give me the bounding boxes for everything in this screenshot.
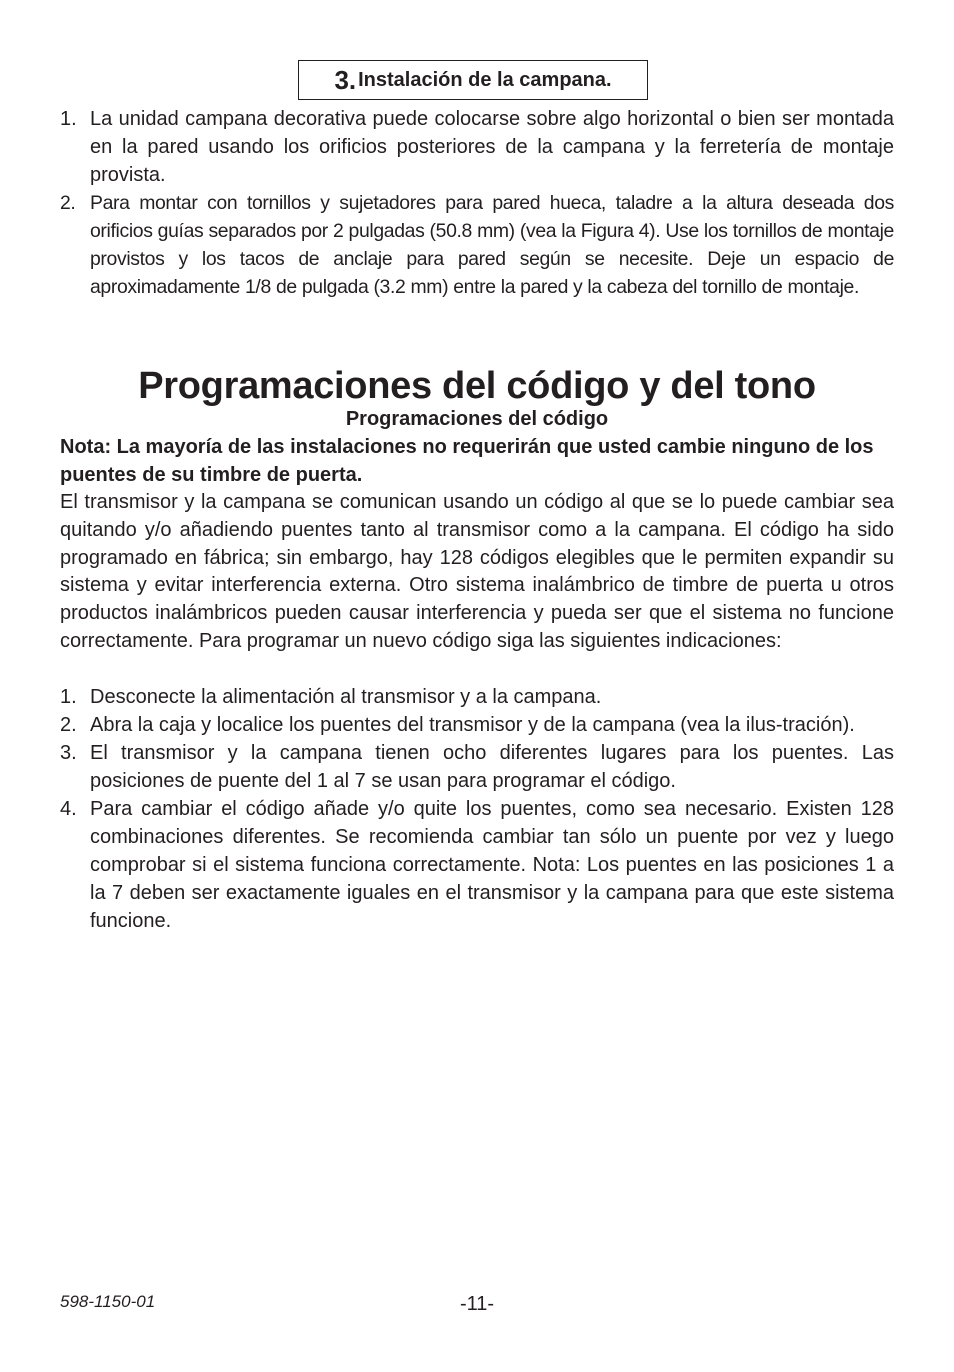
list-item [60,739,894,795]
list-item-number: 2. [60,192,76,214]
document-code: 598-1150-01 [60,1292,156,1311]
list-item-text: Desconecte la alimentación al transmisor y a la campana. [90,686,602,708]
intro-paragraph: El transmisor y la campana se comunican usando un código al que se lo puede cambiar sea quitando y/o añadiendo puentes tanto al transmisor como a la campana. El código ha sido programado en fábrica; sin embargo, hay 128 códigos elegibles que le permiten expandir su sistema y evitar interferencia externa. Otro sistema inalámbrico de timbre de puerta u otros productos inalámbricos pueden causar interferencia y pueda ser que el sistema no funcione correctamente. Para programar un nuevo código siga las siguientes indicaciones: [60,491,894,652]
list-item-number: 4. [60,798,77,820]
list-item [60,105,894,189]
subsection-title: Programaciones del código [345,408,609,430]
page-title: Programaciones del código y del tono [138,365,816,407]
list-item-number: 1. [60,686,77,708]
list-item-text: El transmisor y la campana tienen ocho diferentes lugares para los puentes. Las posiciones de puente del 1 al 7 se usan para programar el código. [90,742,894,792]
list-item-number: 2. [60,714,77,736]
list-item-number: 3. [60,742,77,764]
code-steps-list [60,683,894,935]
list-item-text: Para cambiar el código añade y/o quite los puentes, como sea necesario. Existen 128 combinaciones diferentes. Se recomienda cambiar tan sólo un puente por vez y luego comprobar si el sistema funciona correctamente. Nota: Los puentes en las posiciones 1 a la 7 deben ser exactamente iguales en el transmisor y la campana para que este sistema funcione. [90,798,894,932]
section-title: Instalación de la campana. [358,68,612,91]
list-item-text: La unidad campana decorativa puede colocarse sobre algo horizontal o bien ser montada en la pared usando los orificios posteriores de la campana y la ferretería de montaje provista. [90,108,894,186]
note-paragraph: Nota: La mayoría de las instalaciones no requerirán que usted cambie ninguno de los puentes de su timbre de puerta. [60,436,874,486]
section-heading-box [298,60,648,100]
list-item [60,711,894,739]
list-item [60,189,894,301]
list-item-number: 1. [60,108,77,130]
install-steps-list [60,105,894,301]
section-number: 3. [334,64,357,95]
list-item-text: Abra la caja y localice los puentes del transmisor y de la campana (vea la ilus-tración). [90,714,855,736]
list-item-text: Para montar con tornillos y sujetadores para pared hueca, taladre a la altura deseada dos orificios guías separados por 2 pulgadas (50.8 mm) (vea la Figura 4). Use los tornillos de montaje provistos y los tacos de anclaje para pared según se necesite. Deje un espacio de aproximadamente 1/8 de pulgada (3.2 mm) entre la pared y la cabeza del tornillo de montaje. [90,192,894,298]
page-number: -11- [459,1293,495,1315]
list-item [60,683,894,711]
list-item [60,795,894,935]
